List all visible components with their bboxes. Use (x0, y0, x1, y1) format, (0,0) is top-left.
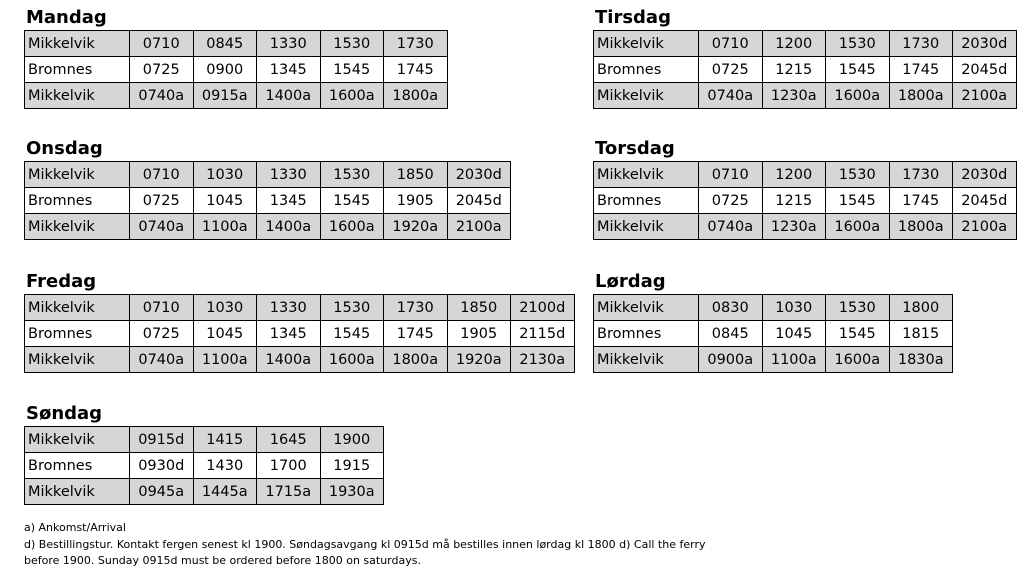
departure-time-cell: 1800a (889, 214, 953, 240)
departure-time-cell: 0725 (130, 188, 194, 214)
stop-name-cell: Mikkelvik (594, 347, 699, 373)
schedule-sondag (24, 404, 384, 505)
departure-time-cell: 2130a (511, 347, 575, 373)
schedule-tirsdag (593, 8, 1017, 109)
departure-time-cell: 1600a (320, 347, 384, 373)
timetable (593, 30, 1017, 109)
schedule-fredag (24, 272, 575, 373)
departure-time-cell: 1930a (320, 479, 384, 505)
departure-time-cell: 1730 (384, 295, 448, 321)
departure-time-cell: 1045 (193, 188, 257, 214)
table-row (25, 347, 575, 373)
table-row (594, 321, 953, 347)
departure-time-cell: 0900a (699, 347, 763, 373)
departure-time-cell: 1530 (826, 162, 890, 188)
departure-time-cell: 1100a (193, 347, 257, 373)
departure-time-cell: 1800a (384, 347, 448, 373)
departure-time-cell: 1800a (889, 83, 953, 109)
departure-time-cell: 1400a (257, 83, 321, 109)
departure-time-cell: 1545 (320, 188, 384, 214)
stop-name-cell: Bromnes (25, 321, 130, 347)
departure-time-cell: 1530 (826, 31, 890, 57)
departure-time-cell: 1215 (762, 188, 826, 214)
day-title: Torsdag (595, 138, 675, 159)
departure-time-cell: 1530 (320, 162, 384, 188)
departure-time-cell: 1100a (193, 214, 257, 240)
departure-time-cell: 1600a (320, 83, 384, 109)
stop-name-cell: Mikkelvik (25, 295, 130, 321)
stop-name-cell: Mikkelvik (594, 31, 699, 57)
stop-name-cell: Mikkelvik (25, 479, 130, 505)
table-row (594, 347, 953, 373)
table-row (594, 31, 1017, 57)
stop-name-cell: Bromnes (25, 57, 130, 83)
departure-time-cell: 0740a (699, 214, 763, 240)
table-row (25, 321, 575, 347)
departure-time-cell: 1545 (826, 188, 890, 214)
departure-time-cell: 0725 (699, 188, 763, 214)
departure-time-cell: 1200 (762, 162, 826, 188)
departure-time-cell: 1400a (257, 347, 321, 373)
departure-time-cell: 1200 (762, 31, 826, 57)
departure-time-cell: 1600a (320, 214, 384, 240)
departure-time-cell: 1545 (826, 321, 890, 347)
departure-time-cell: 1330 (257, 162, 321, 188)
schedule-lordag (593, 272, 953, 373)
departure-time-cell: 0930d (130, 453, 194, 479)
departure-time-cell: 1915 (320, 453, 384, 479)
table-row (25, 83, 448, 109)
timetable (24, 426, 384, 505)
departure-time-cell: 1745 (889, 57, 953, 83)
departure-time-cell: 1545 (320, 57, 384, 83)
departure-time-cell: 1905 (447, 321, 511, 347)
departure-time-cell: 0945a (130, 479, 194, 505)
table-row (594, 295, 953, 321)
departure-time-cell: 0710 (130, 31, 194, 57)
departure-time-cell: 0740a (130, 214, 194, 240)
departure-time-cell: 1600a (826, 83, 890, 109)
stop-name-cell: Mikkelvik (25, 214, 130, 240)
departure-time-cell: 1530 (320, 295, 384, 321)
departure-time-cell: 0740a (699, 83, 763, 109)
timetable (593, 161, 1017, 240)
stop-name-cell: Bromnes (594, 188, 699, 214)
departure-time-cell: 2100a (953, 83, 1017, 109)
departure-time-cell: 1430 (193, 453, 257, 479)
departure-time-cell: 1600a (826, 347, 890, 373)
stop-name-cell: Mikkelvik (25, 83, 130, 109)
table-row (25, 57, 448, 83)
departure-time-cell: 1045 (762, 321, 826, 347)
stop-name-cell: Mikkelvik (594, 162, 699, 188)
departure-time-cell: 1730 (889, 31, 953, 57)
departure-time-cell: 0725 (130, 321, 194, 347)
timetable (24, 161, 511, 240)
departure-time-cell: 1800 (889, 295, 953, 321)
departure-time-cell: 1830a (889, 347, 953, 373)
departure-time-cell: 1415 (193, 427, 257, 453)
departure-time-cell: 1215 (762, 57, 826, 83)
footnotes (24, 520, 784, 570)
timetable (24, 30, 448, 109)
day-title: Lørdag (595, 271, 666, 292)
departure-time-cell: 1030 (193, 295, 257, 321)
stop-name-cell: Mikkelvik (594, 214, 699, 240)
departure-time-cell: 0710 (130, 295, 194, 321)
departure-time-cell: 1905 (384, 188, 448, 214)
departure-time-cell: 1345 (257, 57, 321, 83)
departure-time-cell: 0915a (193, 83, 257, 109)
departure-time-cell: 1815 (889, 321, 953, 347)
departure-time-cell: 0740a (130, 83, 194, 109)
departure-time-cell: 1545 (320, 321, 384, 347)
departure-time-cell: 0740a (130, 347, 194, 373)
departure-time-cell: 0710 (699, 162, 763, 188)
table-row (25, 214, 511, 240)
departure-time-cell: 1345 (257, 321, 321, 347)
stop-name-cell: Bromnes (594, 57, 699, 83)
departure-time-cell: 1645 (257, 427, 321, 453)
table-row (25, 453, 384, 479)
table-row (594, 57, 1017, 83)
departure-time-cell: 2045d (953, 57, 1017, 83)
departure-time-cell: 1800a (384, 83, 448, 109)
day-title: Onsdag (26, 138, 103, 159)
timetable (24, 294, 575, 373)
departure-time-cell: 1730 (889, 162, 953, 188)
departure-time-cell: 2115d (511, 321, 575, 347)
departure-time-cell: 0710 (699, 31, 763, 57)
stop-name-cell: Mikkelvik (594, 83, 699, 109)
departure-time-cell: 0725 (699, 57, 763, 83)
departure-time-cell: 0725 (130, 57, 194, 83)
departure-time-cell: 2030d (953, 31, 1017, 57)
stop-name-cell: Mikkelvik (25, 347, 130, 373)
departure-time-cell: 1030 (193, 162, 257, 188)
departure-time-cell: 1920a (384, 214, 448, 240)
departure-time-cell: 2030d (447, 162, 511, 188)
table-row (25, 162, 511, 188)
day-title: Mandag (26, 7, 107, 28)
departure-time-cell: 0710 (130, 162, 194, 188)
departure-time-cell: 2045d (953, 188, 1017, 214)
note-booking-continued: before 1900. Sunday 0915d must be ordered before 1800 on saturdays. (24, 554, 421, 567)
departure-time-cell: 2045d (447, 188, 511, 214)
table-row (594, 188, 1017, 214)
table-row (25, 295, 575, 321)
departure-time-cell: 2100d (511, 295, 575, 321)
departure-time-cell: 1850 (447, 295, 511, 321)
stop-name-cell: Mikkelvik (25, 31, 130, 57)
note-booking: d) Bestillingstur. Kontakt fergen senest kl 1900. Søndagsavgang kl 0915d må bestilles innen lørdag kl 1800 d) Call the ferry (24, 537, 706, 551)
day-title: Tirsdag (595, 7, 671, 28)
departure-time-cell: 1030 (762, 295, 826, 321)
schedule-torsdag (593, 139, 1017, 240)
day-title: Søndag (26, 403, 103, 424)
departure-time-cell: 1745 (384, 321, 448, 347)
departure-time-cell: 1330 (257, 31, 321, 57)
table-row (594, 83, 1017, 109)
table-row (25, 479, 384, 505)
departure-time-cell: 2100a (447, 214, 511, 240)
schedule-onsdag (24, 139, 511, 240)
departure-time-cell: 2100a (953, 214, 1017, 240)
note-arrival: a) Ankomst/Arrival (24, 521, 126, 534)
departure-time-cell: 1530 (320, 31, 384, 57)
departure-time-cell: 1530 (826, 295, 890, 321)
departure-time-cell: 1345 (257, 188, 321, 214)
day-title: Fredag (26, 271, 97, 292)
departure-time-cell: 1230a (762, 83, 826, 109)
table-row (594, 162, 1017, 188)
departure-time-cell: 1045 (193, 321, 257, 347)
departure-time-cell: 2030d (953, 162, 1017, 188)
stop-name-cell: Mikkelvik (25, 162, 130, 188)
departure-time-cell: 0915d (130, 427, 194, 453)
departure-time-cell: 1445a (193, 479, 257, 505)
stop-name-cell: Bromnes (594, 321, 699, 347)
schedule-mandag (24, 8, 448, 109)
departure-time-cell: 1745 (384, 57, 448, 83)
departure-time-cell: 1730 (384, 31, 448, 57)
stop-name-cell: Mikkelvik (594, 295, 699, 321)
table-row (25, 188, 511, 214)
table-row (594, 214, 1017, 240)
departure-time-cell: 0845 (699, 321, 763, 347)
stop-name-cell: Mikkelvik (25, 427, 130, 453)
departure-time-cell: 1330 (257, 295, 321, 321)
table-row (25, 31, 448, 57)
departure-time-cell: 1600a (826, 214, 890, 240)
departure-time-cell: 1715a (257, 479, 321, 505)
departure-time-cell: 1400a (257, 214, 321, 240)
departure-time-cell: 1745 (889, 188, 953, 214)
departure-time-cell: 1545 (826, 57, 890, 83)
departure-time-cell: 1230a (762, 214, 826, 240)
departure-time-cell: 0900 (193, 57, 257, 83)
departure-time-cell: 0830 (699, 295, 763, 321)
stop-name-cell: Bromnes (25, 453, 130, 479)
departure-time-cell: 1900 (320, 427, 384, 453)
departure-time-cell: 1920a (447, 347, 511, 373)
departure-time-cell: 1850 (384, 162, 448, 188)
stop-name-cell: Bromnes (25, 188, 130, 214)
table-row (25, 427, 384, 453)
timetable (593, 294, 953, 373)
departure-time-cell: 1100a (762, 347, 826, 373)
departure-time-cell: 1700 (257, 453, 321, 479)
departure-time-cell: 0845 (193, 31, 257, 57)
